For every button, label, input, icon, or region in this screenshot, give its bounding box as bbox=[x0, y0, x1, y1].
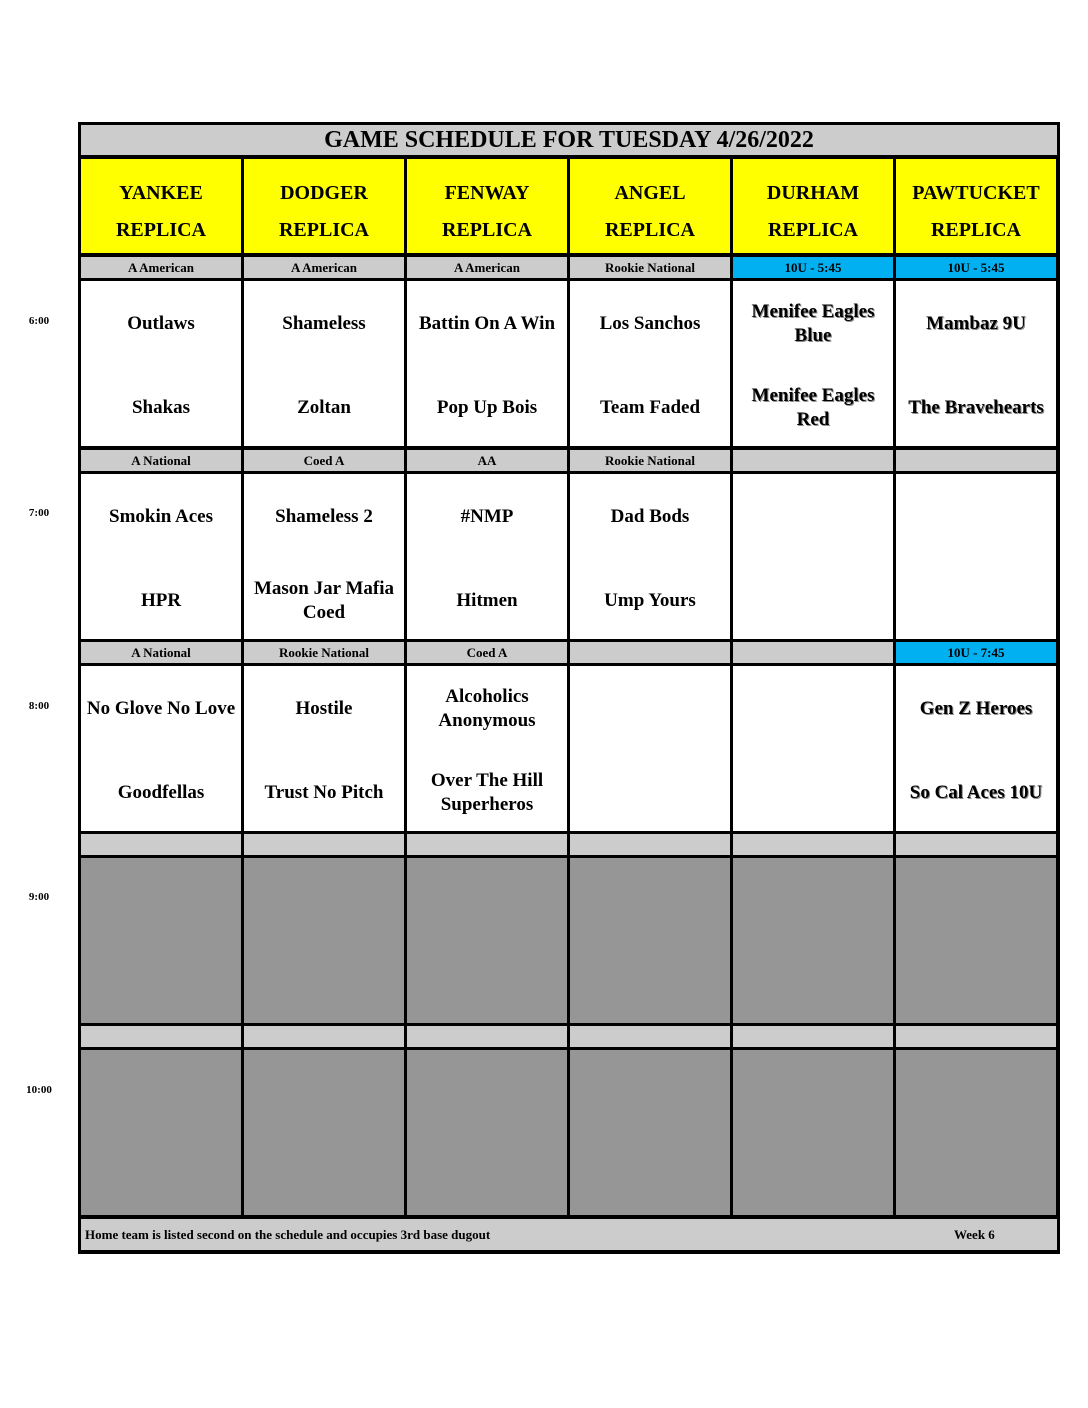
page-title: GAME SCHEDULE FOR TUESDAY 4/26/2022 bbox=[81, 125, 1057, 155]
game-matchup[interactable] bbox=[407, 666, 567, 831]
home-team: Over The Hill Superheros bbox=[430, 770, 544, 815]
closed-slot bbox=[244, 858, 404, 1023]
division-label bbox=[733, 1026, 893, 1047]
field-name: FENWAY bbox=[444, 182, 530, 204]
visiting-team: Smokin Aces bbox=[109, 506, 213, 527]
division-label bbox=[407, 834, 567, 855]
visiting-team: Menifee Eagles Blue bbox=[751, 301, 875, 346]
field-subtitle: REPLICA bbox=[767, 219, 858, 241]
visiting-team: Hostile bbox=[295, 698, 353, 719]
visiting-team bbox=[733, 492, 893, 542]
division-label bbox=[244, 834, 404, 855]
open-slot bbox=[896, 474, 1056, 639]
division-label bbox=[896, 834, 1056, 855]
division-label bbox=[407, 1026, 567, 1047]
division-label bbox=[244, 1026, 404, 1047]
closed-slot bbox=[81, 858, 241, 1023]
division-label bbox=[81, 1026, 241, 1047]
visiting-team: Outlaws bbox=[127, 313, 195, 334]
closed-slot bbox=[733, 1050, 893, 1215]
visiting-team: Dad Bods bbox=[610, 506, 690, 527]
footer-bar bbox=[81, 1219, 1057, 1250]
field-header-yankee bbox=[81, 159, 241, 253]
time-label: 8:00 bbox=[28, 700, 50, 712]
field-header-pawtucket bbox=[896, 159, 1056, 253]
visiting-team: Alcoholics Anonymous bbox=[438, 686, 536, 731]
field-header-angel bbox=[570, 159, 730, 253]
home-team: Pop Up Bois bbox=[436, 397, 538, 418]
home-team bbox=[570, 768, 730, 818]
visiting-team: Mambaz 9U bbox=[926, 313, 1026, 334]
home-team: Ump Yours bbox=[604, 590, 696, 611]
home-team: Menifee Eagles Red bbox=[751, 385, 875, 430]
time-label: 9:00 bbox=[28, 891, 50, 903]
home-team bbox=[733, 768, 893, 818]
field-name: YANKEE bbox=[119, 182, 203, 204]
division-label: Rookie National bbox=[244, 642, 404, 663]
division-label bbox=[733, 642, 893, 663]
field-subtitle: REPLICA bbox=[278, 219, 369, 241]
game-matchup[interactable] bbox=[407, 474, 567, 639]
division-label: A American bbox=[81, 257, 241, 278]
visiting-team: #NMP bbox=[460, 506, 514, 527]
closed-slot bbox=[570, 1050, 730, 1215]
game-matchup[interactable] bbox=[733, 281, 893, 446]
game-matchup[interactable] bbox=[81, 474, 241, 639]
home-team: Trust No Pitch bbox=[264, 782, 384, 803]
game-matchup[interactable] bbox=[244, 666, 404, 831]
open-slot bbox=[733, 474, 893, 639]
division-label bbox=[733, 834, 893, 855]
home-team: Mason Jar Mafia Coed bbox=[253, 578, 395, 623]
home-team: Team Faded bbox=[599, 397, 701, 418]
division-label: Rookie National bbox=[570, 450, 730, 471]
field-subtitle: REPLICA bbox=[441, 219, 532, 241]
division-label: A American bbox=[407, 257, 567, 278]
visiting-team: No Glove No Love bbox=[86, 698, 236, 719]
field-name: DODGER bbox=[280, 182, 368, 204]
game-matchup[interactable] bbox=[81, 281, 241, 446]
visiting-team bbox=[896, 492, 1056, 542]
division-label bbox=[733, 450, 893, 471]
time-label: 10:00 bbox=[26, 1084, 52, 1096]
time-label: 7:00 bbox=[28, 507, 50, 519]
visiting-team: Shameless 2 bbox=[275, 506, 373, 527]
visiting-team: Shameless bbox=[282, 313, 366, 334]
visiting-team bbox=[733, 684, 893, 734]
division-label: 10U - 5:45 bbox=[896, 257, 1056, 278]
visiting-team bbox=[570, 684, 730, 734]
game-matchup[interactable] bbox=[407, 281, 567, 446]
closed-slot bbox=[733, 858, 893, 1023]
division-label bbox=[570, 642, 730, 663]
field-subtitle: REPLICA bbox=[115, 219, 206, 241]
field-header-durham bbox=[733, 159, 893, 253]
division-label bbox=[570, 1026, 730, 1047]
division-label: Coed A bbox=[407, 642, 567, 663]
game-matchup[interactable] bbox=[896, 281, 1056, 446]
closed-slot bbox=[896, 858, 1056, 1023]
division-label: A American bbox=[244, 257, 404, 278]
field-name: ANGEL bbox=[614, 182, 686, 204]
game-matchup[interactable] bbox=[81, 666, 241, 831]
field-name: DURHAM bbox=[766, 182, 860, 204]
time-label: 6:00 bbox=[28, 315, 50, 327]
division-label: A National bbox=[81, 642, 241, 663]
field-name: PAWTUCKET bbox=[912, 182, 1040, 204]
home-team bbox=[733, 576, 893, 626]
closed-slot bbox=[407, 858, 567, 1023]
home-team: HPR bbox=[140, 590, 182, 611]
open-slot bbox=[570, 666, 730, 831]
week-label: Week 6 bbox=[954, 1227, 995, 1242]
closed-slot bbox=[81, 1050, 241, 1215]
field-subtitle: REPLICA bbox=[604, 219, 695, 241]
visiting-team: Gen Z Heroes bbox=[919, 698, 1033, 719]
field-header-dodger bbox=[244, 159, 404, 253]
game-matchup[interactable] bbox=[570, 474, 730, 639]
visiting-team: Los Sanchos bbox=[599, 313, 701, 334]
field-subtitle: REPLICA bbox=[930, 219, 1021, 241]
game-matchup[interactable] bbox=[244, 474, 404, 639]
home-team: So Cal Aces 10U bbox=[909, 782, 1043, 803]
field-header-fenway bbox=[407, 159, 567, 253]
division-label: Rookie National bbox=[570, 257, 730, 278]
visiting-team: Battin On A Win bbox=[418, 313, 556, 334]
home-team: Zoltan bbox=[297, 397, 351, 418]
game-matchup[interactable] bbox=[570, 281, 730, 446]
footer-note: Home team is listed second on the schedule and occupies 3rd base dugout bbox=[85, 1227, 491, 1242]
home-team: Hitmen bbox=[456, 590, 518, 611]
division-label bbox=[896, 1026, 1056, 1047]
division-label bbox=[570, 834, 730, 855]
closed-slot bbox=[407, 1050, 567, 1215]
closed-slot bbox=[570, 858, 730, 1023]
home-team: The Bravehearts bbox=[908, 397, 1044, 418]
home-team: Goodfellas bbox=[117, 782, 205, 803]
schedule-sheet bbox=[78, 122, 1060, 1254]
division-label: Coed A bbox=[244, 450, 404, 471]
division-label: AA bbox=[407, 450, 567, 471]
open-slot bbox=[733, 666, 893, 831]
closed-slot bbox=[896, 1050, 1056, 1215]
division-label bbox=[81, 834, 241, 855]
home-team: Shakas bbox=[131, 397, 191, 418]
closed-slot bbox=[244, 1050, 404, 1215]
home-team bbox=[896, 576, 1056, 626]
division-label: A National bbox=[81, 450, 241, 471]
division-label: 10U - 5:45 bbox=[733, 257, 893, 278]
game-matchup[interactable] bbox=[244, 281, 404, 446]
game-matchup[interactable] bbox=[896, 666, 1056, 831]
division-label bbox=[896, 450, 1056, 471]
division-label: 10U - 7:45 bbox=[896, 642, 1056, 663]
